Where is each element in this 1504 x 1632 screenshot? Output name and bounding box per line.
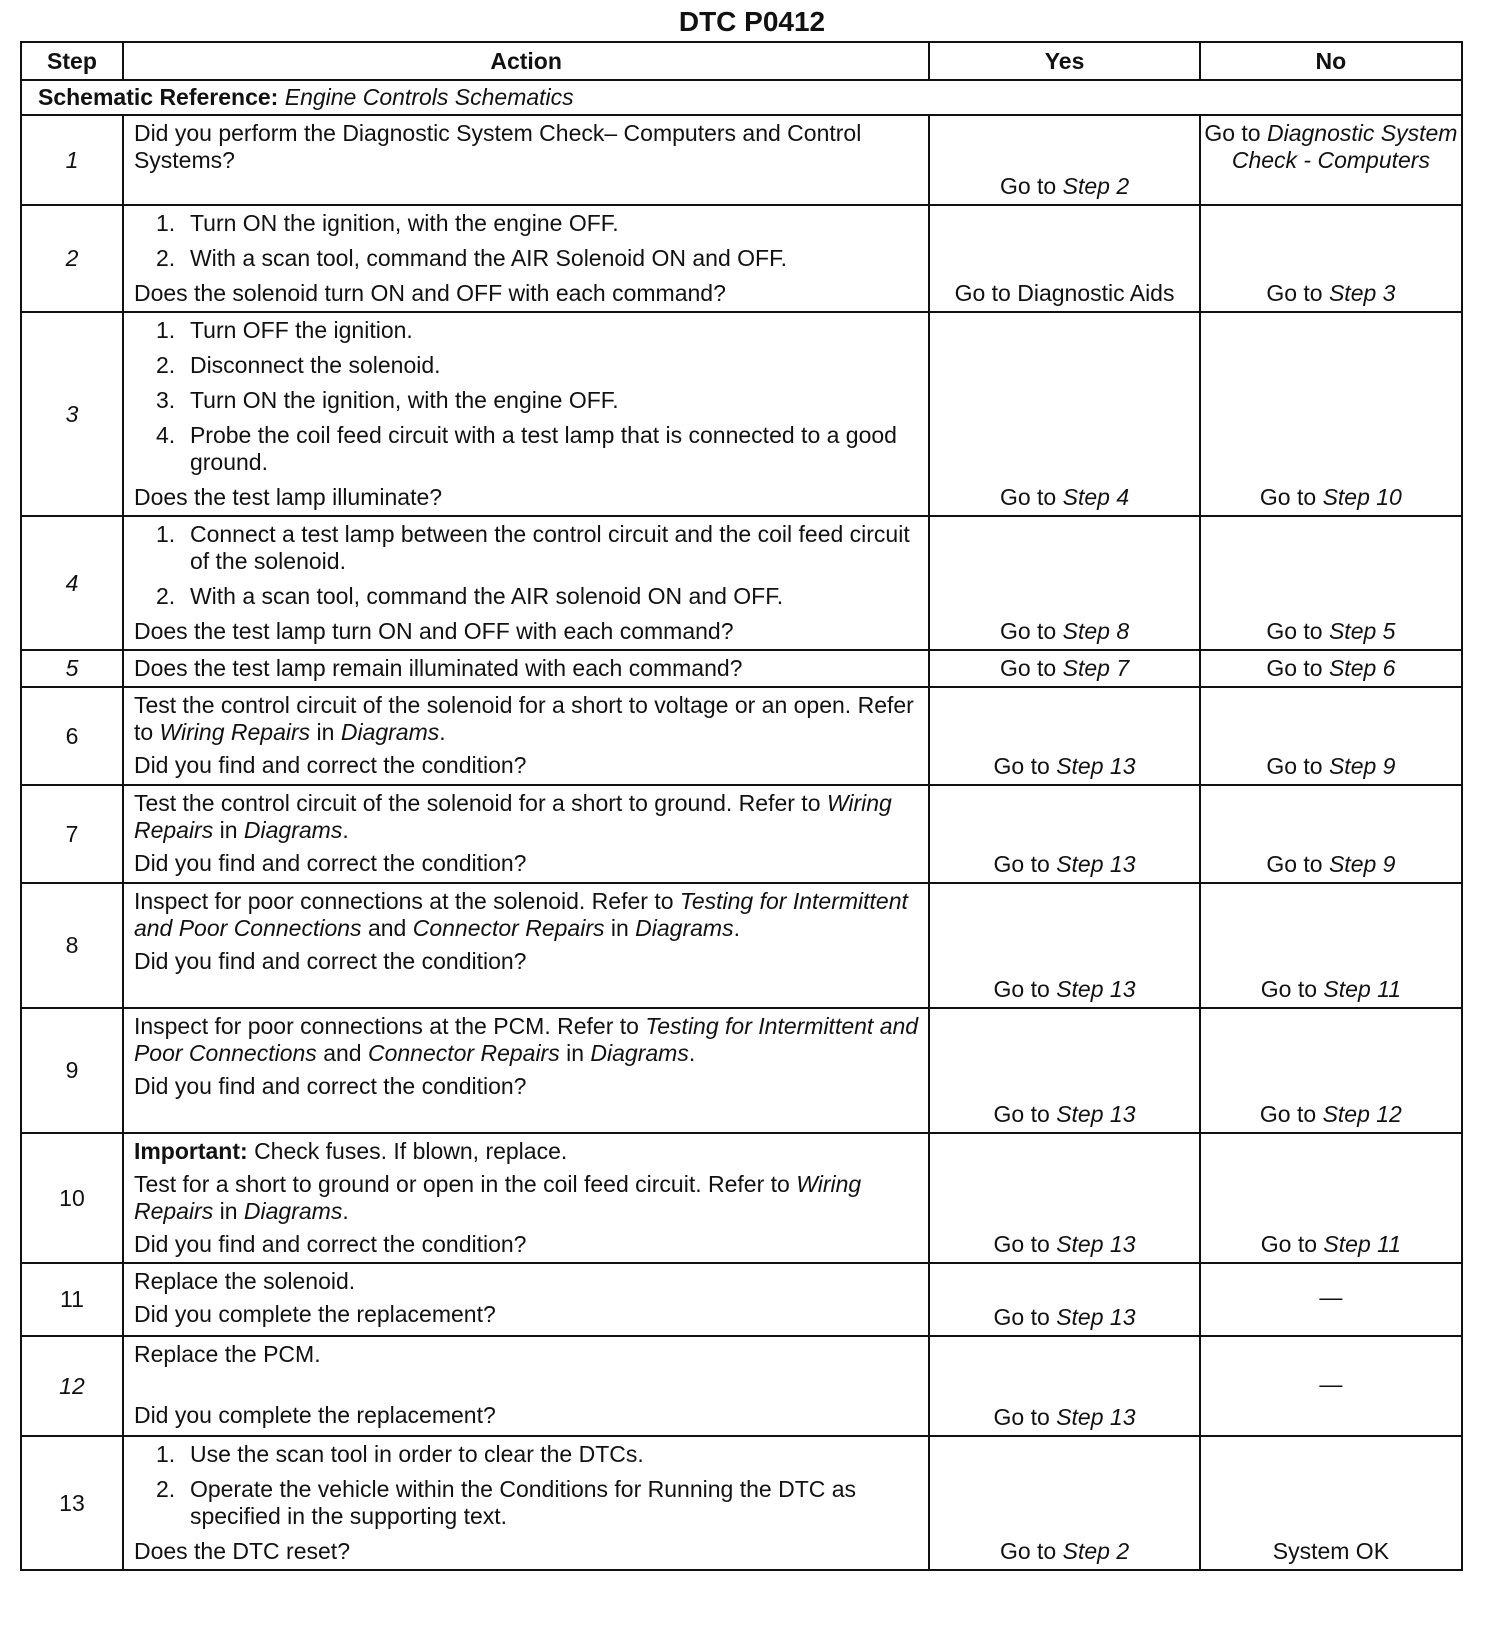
action-cell [123,1263,929,1336]
question: Does the DTC reset? [133,1538,350,1564]
table-row [21,650,1462,687]
instruction: Inspect for poor connections at the PCM. Refer to Testing for Intermittent and Poor Connections and Connector Repairs in Diagrams. [133,1013,919,1066]
step-number: 10 [21,1133,123,1263]
step-number: 2 [21,205,123,312]
yes-target: Step 8 [1062,618,1130,644]
action-cell [123,785,929,883]
step-number: 6 [21,687,123,785]
table-row [21,1436,1462,1570]
yes-target: Step 7 [1062,655,1130,681]
no-cell: — [1200,1336,1462,1436]
table-row [21,312,1462,516]
no-cell [1200,1008,1462,1133]
header-yes: Yes [929,42,1200,80]
important-note: Important: Check fuses. If blown, replace. [133,1138,568,1164]
yes-prefix: Go to [999,618,1057,644]
instruction: Test for a short to ground or open in the coil feed circuit. Refer to Wiring Repairs in Diagrams. [133,1171,862,1224]
question: Did you find and correct the condition? [133,752,527,778]
substep: 2. Operate the vehicle within the Conditions for Running the DTC as specified in the supporting text. [155,1476,857,1529]
yes-target: Step 2 [1062,1538,1130,1564]
action-cell [123,650,929,687]
table-row [21,1008,1462,1133]
no-target: Step 11 [1323,1231,1402,1257]
no-cell [1200,205,1462,312]
question: Did you complete the replacement? [133,1402,496,1428]
no-target: Step 11 [1323,976,1402,1002]
no-cell [1200,1133,1462,1263]
substep: 4. Probe the coil feed circuit with a test lamp that is connected to a good ground. [155,422,897,475]
yes-cell [929,115,1200,205]
action-cell [123,516,929,650]
header-no: No [1200,42,1462,80]
no-target: Step 9 [1328,753,1396,779]
no-cell: System OK [1200,1436,1462,1570]
yes-target: Step 13 [1056,851,1136,877]
page-title: DTC P0412 [678,6,826,37]
no-cell [1200,312,1462,516]
no-target: Diagnostic System Check - Computers [1231,120,1458,173]
yes-prefix: Go to [993,976,1050,1002]
table-row [21,1336,1462,1436]
step-number: 8 [21,883,123,1008]
no-cell [1200,115,1462,205]
step-number: 4 [21,516,123,650]
substep: 3. Turn ON the ignition, with the engine OFF. [155,387,619,413]
yes-cell [929,1336,1200,1436]
no-cell [1200,516,1462,650]
yes-prefix: Go to [999,484,1057,510]
instruction: Test the control circuit of the solenoid for a short to ground. Refer to Wiring Repairs in Diagrams. [133,790,892,843]
yes-cell [929,883,1200,1008]
action-cell [123,1133,929,1263]
substep: 1. Use the scan tool in order to clear the DTCs. [155,1441,644,1467]
instruction: Replace the PCM. [133,1341,321,1367]
dtc-table [20,41,1463,1571]
substep: 2. Disconnect the solenoid. [155,352,441,378]
no-prefix: Go to [1260,1231,1318,1257]
yes-prefix: Go to [999,1538,1057,1564]
no-prefix: Go to [1266,851,1323,877]
question: Does the test lamp turn ON and OFF with each command? [133,618,734,644]
yes-cell [929,650,1200,687]
yes-target: Step 13 [1056,753,1136,779]
no-target: Step 12 [1322,1101,1402,1127]
schematic-reference [21,80,1462,115]
no-prefix: Go to [1266,655,1323,681]
no-target: Step 3 [1328,280,1396,306]
yes-cell [929,1008,1200,1133]
yes-cell [929,1133,1200,1263]
step-number: 5 [21,650,123,687]
yes-prefix: Go to [993,1231,1050,1257]
table-row [21,687,1462,785]
yes-cell [929,1436,1200,1570]
table-row [21,115,1462,205]
question: Did you perform the Diagnostic System Check– Computers and Control Systems? [133,120,862,173]
action-cell [123,1008,929,1133]
no-target: Step 6 [1328,655,1396,681]
substep: 1. Connect a test lamp between the control circuit and the coil feed circuit of the solenoid. [155,521,910,574]
instruction: Inspect for poor connections at the solenoid. Refer to Testing for Intermittent and Poor Connections and Connector Repairs in Diagrams. [133,888,908,941]
table-row [21,205,1462,312]
table-row [21,1263,1462,1336]
action-cell [123,205,929,312]
yes-prefix: Go to [993,1304,1050,1330]
action-cell [123,115,929,205]
yes-cell [929,312,1200,516]
table-row [21,1133,1462,1263]
step-number: 13 [21,1436,123,1570]
question: Did you find and correct the condition? [133,1231,527,1257]
question: Does the solenoid turn ON and OFF with each command? [133,280,726,306]
question: Did you find and correct the condition? [133,850,527,876]
no-cell [1200,650,1462,687]
question: Does the test lamp illuminate? [133,484,443,510]
action-cell [123,312,929,516]
schematic-value: Engine Controls Schematics [284,84,574,110]
yes-target: Step 13 [1056,976,1136,1002]
no-prefix: Go to [1266,618,1323,644]
schematic-label: Schematic Reference: [38,84,279,110]
substep: 1. Turn ON the ignition, with the engine OFF. [155,210,619,236]
yes-target: Step 13 [1056,1304,1136,1330]
no-prefix: Go to [1259,1101,1317,1127]
yes-prefix: Go to [999,655,1057,681]
table-row [21,516,1462,650]
yes-prefix: Go to [993,1404,1050,1430]
yes-cell [929,1263,1200,1336]
no-prefix: Go to [1260,976,1318,1002]
step-number: 12 [21,1336,123,1436]
substep: 2. With a scan tool, command the AIR solenoid ON and OFF. [155,583,784,609]
action-cell [123,1436,929,1570]
yes-cell [929,785,1200,883]
no-cell [1200,883,1462,1008]
no-prefix: Go to [1204,120,1261,146]
yes-target: Step 2 [1062,173,1130,199]
question: Did you find and correct the condition? [133,1073,527,1099]
instruction: Replace the solenoid. [133,1268,356,1294]
yes-target: Step 13 [1056,1404,1136,1430]
header-row [21,42,1462,80]
question: Does the test lamp remain illuminated with each command? [133,655,743,681]
yes-target: Step 13 [1056,1231,1136,1257]
table-row [21,883,1462,1008]
header-action: Action [123,42,929,80]
no-target: Step 10 [1322,484,1402,510]
question: Did you find and correct the condition? [133,948,527,974]
step-number: 11 [21,1263,123,1336]
table-row [21,785,1462,883]
instruction: Test the control circuit of the solenoid for a short to voltage or an open. Refer to Wiring Repairs in Diagrams. [133,692,914,745]
step-number: 9 [21,1008,123,1133]
step-number: 3 [21,312,123,516]
question: Did you complete the replacement? [133,1301,496,1327]
action-cell [123,1336,929,1436]
no-target: Step 5 [1328,618,1396,644]
substep: 2. With a scan tool, command the AIR Solenoid ON and OFF. [155,245,787,271]
no-cell: — [1200,1263,1462,1336]
no-prefix: Go to [1266,753,1323,779]
no-prefix: Go to [1259,484,1317,510]
yes-cell: Go to Diagnostic Aids [929,205,1200,312]
yes-prefix: Go to [993,1101,1050,1127]
yes-prefix: Go to [993,851,1050,877]
action-cell [123,883,929,1008]
no-cell [1200,687,1462,785]
yes-target: Step 13 [1056,1101,1136,1127]
step-number: 1 [21,115,123,205]
no-prefix: Go to [1266,280,1323,306]
yes-target: Step 4 [1062,484,1130,510]
yes-cell [929,516,1200,650]
header-step: Step [21,42,123,80]
yes-prefix: Go to [993,753,1050,779]
substep: 1. Turn OFF the ignition. [155,317,413,343]
no-target: Step 9 [1328,851,1396,877]
no-cell [1200,785,1462,883]
yes-prefix: Go to [999,173,1057,199]
step-number: 7 [21,785,123,883]
action-cell [123,687,929,785]
yes-cell [929,687,1200,785]
schematic-row [21,80,1462,115]
